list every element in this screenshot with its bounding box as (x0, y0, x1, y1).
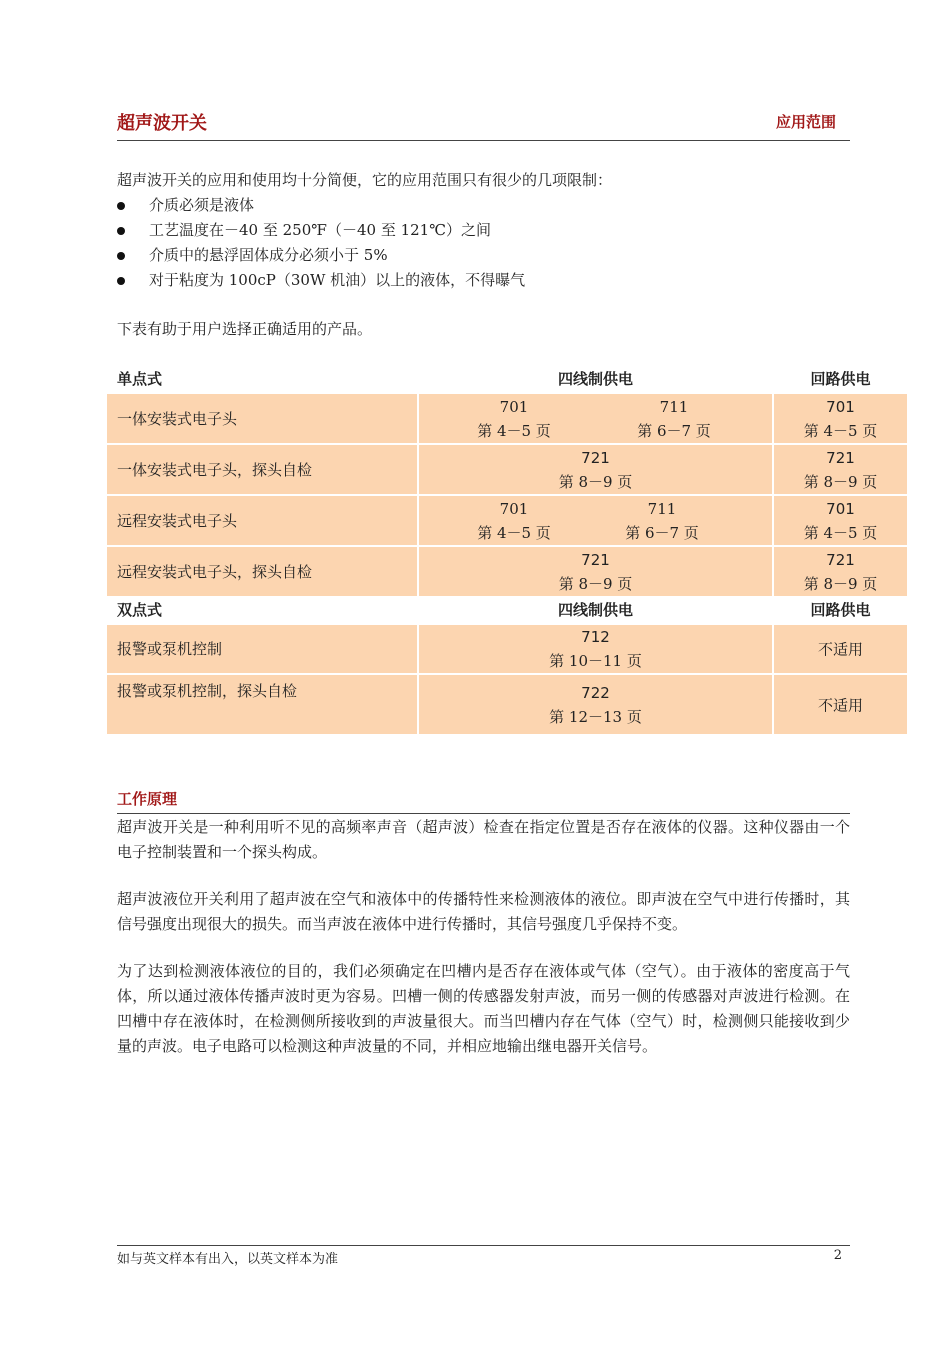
principle-section (117, 815, 850, 1081)
principle-paragraph: 超声波液位开关利用了超声波在空气和液体中的传播特性来检测液体的液位。即声波在空气中进行传播时，其信号强度出现很大的损失。而当声波在液体中进行传播时，其信号强度几乎保持不变。 (117, 890, 850, 933)
header-title: 超声波开关 (117, 113, 207, 134)
bullet-icon (117, 277, 125, 285)
page-ref: 第 4－5 页 (803, 523, 878, 542)
model-number: 721 (581, 550, 610, 569)
header-four-wire: 四线制供电 (557, 370, 633, 388)
principle-paragraph: 为了达到检测液体液位的目的，我们必须确定在凹槽内是否存在液体或气体（空气）。由于液体的密度高于气体，所以通过液体传播声波时更为容易。凹槽一侧的传感器发射声波，而另一侧的传感器对声波进行检测。在凹槽中存在液体时，在检测侧所接收到的声波量很大。而当凹槽内存在气体（空气）时，检测侧只能接收到少量的声波。电子电路可以检测这种声波量的不同，并相应地输出继电器开关信号。 (117, 962, 850, 1055)
list-item: 介质中的悬浮固体成分必须小于 5% (117, 245, 850, 270)
model-number: 722 (581, 683, 610, 702)
header-loop-powered: 回路供电 (810, 601, 871, 619)
table-row (107, 547, 878, 596)
row-label: 报警或泵机控制 (117, 640, 223, 658)
footer-note: 如与英文样本有出入，以英文样本为准 (117, 1252, 339, 1267)
model-number: 701 (826, 397, 855, 416)
table-header-double (107, 599, 871, 623)
row-label: 一体安装式电子头，探头自检 (117, 460, 313, 479)
not-applicable: 不适用 (817, 640, 863, 659)
page-ref: 第 4－5 页 (477, 421, 551, 440)
limitations-list (117, 195, 850, 295)
footer-divider (117, 1245, 850, 1246)
table-row (107, 675, 863, 734)
page-header (117, 108, 850, 141)
table-row (107, 496, 878, 545)
list-item: 工艺温度在－40 至 250℉（－40 至 121℃）之间 (117, 220, 850, 245)
page-ref: 第 4－5 页 (803, 421, 878, 440)
table-row (107, 445, 878, 494)
row-label: 一体安装式电子头 (117, 409, 238, 428)
row-label: 报警或泵机控制，探头自检 (117, 682, 298, 700)
model-number: 721 (581, 448, 610, 467)
page-ref: 第 4－5 页 (477, 523, 551, 542)
principle-heading: 工作原理 (117, 790, 178, 808)
page-ref: 第 12－13 页 (549, 707, 642, 726)
table-header-single (107, 368, 871, 392)
bullet-icon (117, 202, 125, 210)
list-item: 对于粘度为 100cP（30W 机油）以上的液体，不得曝气 (117, 270, 850, 295)
page-ref: 第 6－7 页 (637, 421, 711, 440)
intro-section (117, 170, 850, 295)
row-label: 远程安装式电子头 (117, 511, 238, 530)
model-number: 701 (499, 397, 529, 416)
principle-divider (117, 813, 850, 814)
header-section: 应用范围 (775, 113, 836, 131)
table-lead: 下表有助于用户选择正确适用的产品。 (117, 320, 373, 338)
model-number: 711 (659, 397, 689, 416)
table-row (107, 394, 878, 443)
page-ref: 第 8－9 页 (803, 574, 878, 593)
intro-text: 超声波开关的应用和使用均十分简便，它的应用范围只有很少的几项限制： (117, 171, 613, 189)
model-number: 712 (581, 628, 610, 646)
bullet-icon (117, 252, 125, 260)
header-loop-powered: 回路供电 (810, 370, 871, 388)
model-number: 711 (647, 499, 677, 518)
page-ref: 第 8－9 页 (803, 472, 878, 491)
page-ref: 第 8－9 页 (558, 574, 633, 593)
bullet-icon (117, 227, 125, 235)
header-single-point: 单点式 (117, 370, 163, 388)
model-number: 701 (826, 499, 855, 518)
model-number: 721 (826, 448, 855, 467)
table-row (107, 625, 863, 673)
principle-paragraph: 超声波开关是一种利用听不见的高频率声音（超声波）检查在指定位置是否存在液体的仪器。这种仪器由一个电子控制装置和一个探头构成。 (117, 818, 850, 861)
model-number: 701 (499, 499, 529, 518)
page-ref: 第 6－7 页 (625, 523, 699, 542)
header-double-point: 双点式 (117, 601, 163, 619)
row-label: 远程安装式电子头，探头自检 (117, 562, 313, 581)
page-number: 2 (833, 1248, 842, 1263)
header-four-wire: 四线制供电 (557, 601, 633, 619)
not-applicable: 不适用 (817, 696, 863, 714)
list-item: 介质必须是液体 (117, 195, 850, 220)
page-ref: 第 10－11 页 (549, 652, 642, 670)
model-number: 721 (826, 550, 855, 569)
page-ref: 第 8－9 页 (558, 472, 633, 491)
